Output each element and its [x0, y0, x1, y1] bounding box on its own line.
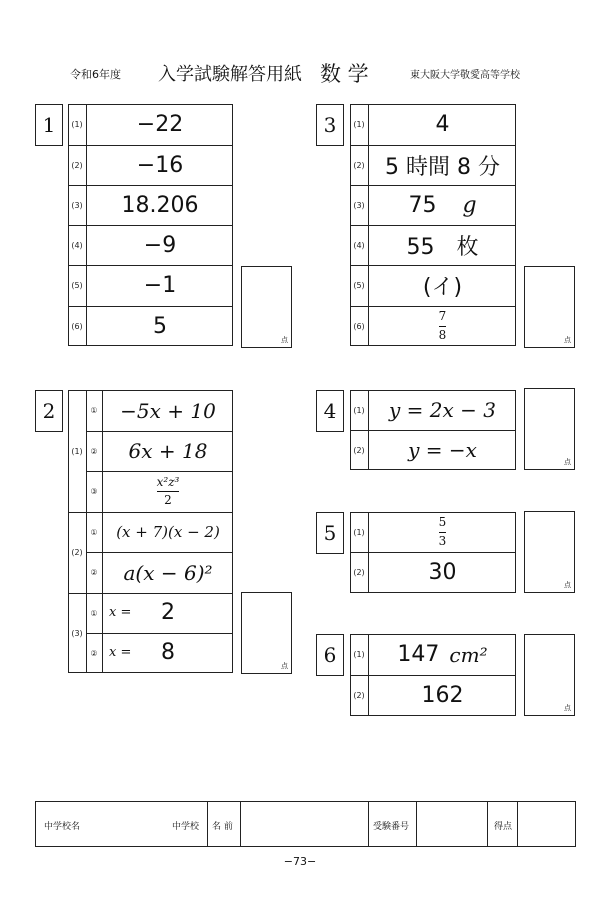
q3-answer-6: [369, 306, 516, 346]
q2-answer-1-3-numerator: x²z³: [156, 474, 180, 489]
q5-sub-1: (1): [353, 527, 365, 537]
question-number-5-text: 5: [323, 521, 337, 545]
q3-sub-2: (2): [353, 160, 365, 170]
q2-3-circ-1: ①: [90, 608, 98, 618]
q6-sub-2: (2): [353, 691, 365, 700]
q4-sub-2: (2): [353, 445, 365, 455]
q3-answer-1: 4: [435, 112, 450, 137]
q2-answer-1-3-fraction: [157, 476, 180, 507]
q4-score-box: [524, 388, 575, 470]
question-number-1-text: 1: [42, 113, 56, 137]
q2-1-circ-1: ①: [90, 406, 98, 415]
q3-sub-6: (6): [353, 321, 365, 331]
fraction-bar: [439, 326, 447, 327]
q6-score-mark: 点: [564, 704, 571, 712]
q2-score-box: [241, 592, 292, 674]
q5-score-mark: 点: [564, 581, 571, 589]
q2-answer-2-1: (x + 7)(x − 2): [116, 523, 220, 541]
question-number-5: [316, 512, 344, 554]
question-number-2-text: 2: [42, 399, 56, 423]
q1-answer-2: −16: [136, 152, 184, 178]
q1-score-box: [241, 266, 292, 348]
q2-answer-1-3-denominator: 2: [164, 493, 172, 507]
q3-answer-3: [369, 185, 516, 225]
q3-answer-5: (イ): [422, 275, 463, 300]
q1-answer-3: 18.206: [121, 192, 199, 218]
q5-answer-1-fraction: [439, 516, 447, 547]
q1-answer-4: −9: [143, 232, 177, 258]
q2-answer-3-2: [103, 633, 233, 673]
q6-score-box: [524, 634, 575, 716]
q2-2-circ-1: ①: [90, 527, 98, 537]
q4-sub-1: (1): [353, 405, 365, 415]
question-number-1: [35, 104, 63, 146]
question-number-4: [316, 390, 344, 432]
q2-3-1-value: 2: [161, 600, 175, 625]
q4-answer-1: y = 2x − 3: [389, 398, 496, 422]
q3-answer-4: 55 枚: [406, 234, 479, 260]
header-era: 令和6年度: [70, 68, 121, 81]
question-number-6: [316, 634, 344, 676]
q2-score-mark: 点: [281, 662, 288, 670]
q3-answer-6-fraction: [439, 310, 447, 341]
q2-3-circ-2: ②: [90, 648, 98, 658]
q5-sub-2: (2): [353, 568, 365, 577]
q1-sub-4: (4): [71, 240, 83, 250]
q3-sub-3: (3): [353, 200, 365, 210]
q1-sub-5: (5): [71, 281, 83, 290]
footer-name-label: 名 前: [212, 822, 233, 832]
q2-3-2-x-label: x =: [109, 645, 132, 660]
q2-1-circ-3: ③: [90, 487, 98, 496]
q1-sub-1: (1): [71, 120, 83, 129]
question-number-3: [316, 104, 344, 146]
q5-answer-1-numerator: 5: [438, 515, 447, 530]
q2-2-circ-2: ②: [90, 568, 98, 577]
question-number-3-text: 3: [323, 113, 337, 137]
header-school: 東大阪大学敬愛高等学校: [410, 70, 520, 81]
q1-answer-5: −1: [143, 273, 177, 298]
q2-sub-1: (1): [71, 446, 83, 456]
footer-score-label: 得点: [494, 822, 513, 832]
q1-score-mark: 点: [281, 336, 288, 344]
q5-answer-1-denominator: 3: [438, 533, 447, 548]
page-number: −73−: [283, 855, 317, 868]
q2-answer-1-2: 6x + 18: [128, 439, 208, 463]
footer-school-suffix: 中学校: [172, 822, 200, 832]
q3-answer-3-unit: g: [462, 192, 477, 218]
q3-sub-5: (5): [353, 281, 365, 290]
footer-school-label: 中学校名: [44, 822, 81, 832]
q1-sub-3: (3): [71, 200, 83, 210]
question-number-6-text: 6: [323, 643, 337, 667]
q3-score-box: [524, 266, 575, 348]
q6-answer-2: 162: [421, 683, 464, 708]
q3-answer-6-numerator: 7: [438, 309, 447, 324]
q1-answer-1: −22: [136, 112, 184, 137]
q2-answer-1-1: −5x + 10: [120, 398, 216, 423]
q2-1-circ-2: ②: [90, 446, 98, 456]
header-title: 入学試験解答用紙: [158, 64, 302, 85]
q3-answer-2: 5 時間 8 分: [385, 154, 500, 180]
q6-answer-1-unit: cm²: [449, 642, 488, 667]
header-subject: 数 学: [320, 62, 369, 86]
q2-3-1-x-label: x =: [109, 605, 132, 620]
q2-answer-3-1: [103, 593, 233, 633]
question-number-4-text: 4: [323, 399, 337, 423]
q3-sub-4: (4): [353, 240, 365, 250]
q6-answer-1: [369, 634, 516, 675]
q3-score-mark: 点: [564, 336, 571, 344]
footer-exam-number-label: 受験番号: [373, 822, 410, 832]
header: [0, 58, 600, 88]
q3-answer-6-denominator: 8: [438, 327, 447, 342]
q2-sub-3: (3): [71, 628, 83, 638]
q2-sub-2: (2): [71, 548, 83, 557]
q4-answer-2: y = −x: [408, 438, 477, 462]
question-number-2: [35, 390, 63, 432]
fraction-bar: [157, 491, 180, 492]
q2-answer-2-2: a(x − 6)²: [123, 560, 213, 585]
q1-sub-6: (6): [71, 321, 83, 331]
q3-sub-1: (1): [353, 120, 365, 129]
q1-sub-2: (2): [71, 160, 83, 170]
q6-sub-1: (1): [353, 650, 365, 659]
q4-score-mark: 点: [564, 458, 571, 466]
q2-answer-1-3: [103, 471, 233, 512]
q1-answer-6: 5: [153, 313, 167, 339]
q5-answer-2: 30: [428, 560, 457, 585]
q5-score-box: [524, 511, 575, 593]
q5-answer-1: [369, 512, 516, 552]
q6-answer-1-value: 147: [397, 642, 440, 667]
q3-answer-3-value: 75: [408, 192, 437, 218]
q2-3-2-value: 8: [161, 640, 175, 665]
fraction-bar: [439, 532, 447, 533]
